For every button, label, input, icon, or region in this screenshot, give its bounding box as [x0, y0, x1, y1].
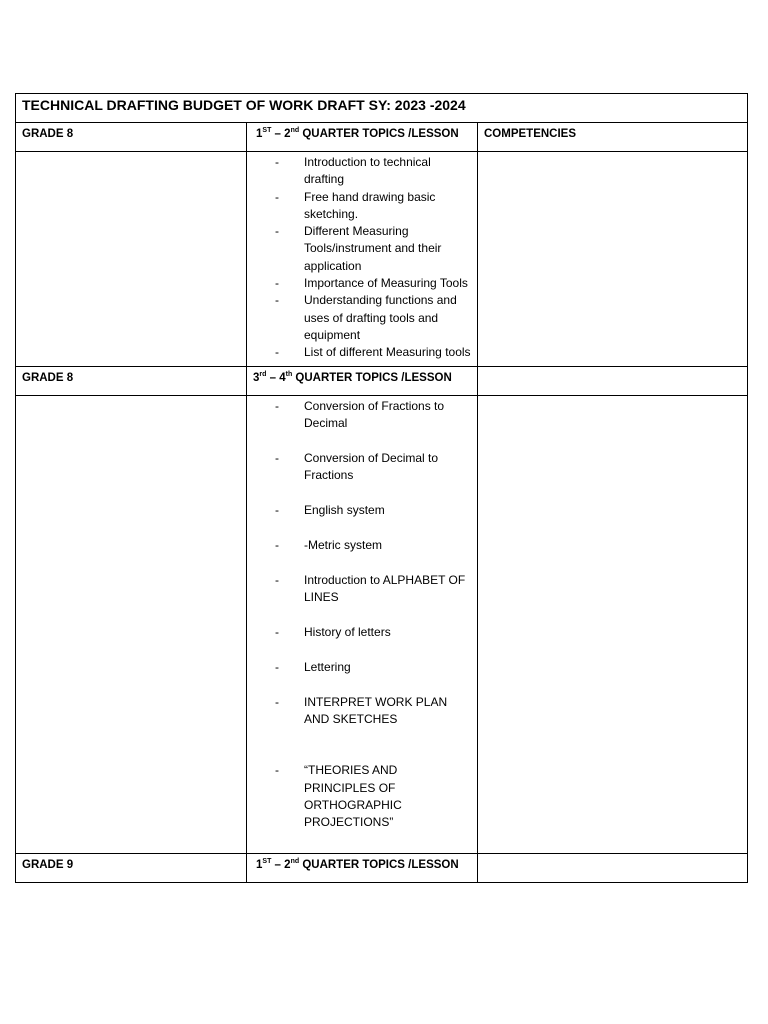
quarter-end: 2 — [284, 128, 291, 140]
topic-list — [253, 154, 471, 362]
competencies-cell — [478, 854, 748, 883]
topic-item: - Understanding functions and uses of drafting tools and equipment — [275, 292, 471, 344]
grade-cell: GRADE 8 — [16, 366, 247, 395]
quarter-separator: – — [271, 128, 285, 140]
quarter-label: QUARTER TOPICS /LESSON — [299, 128, 459, 140]
topic-item: - Introduction to ALPHABET OF LINES — [275, 572, 471, 607]
quarter-separator: – — [266, 371, 280, 384]
quarter-heading — [247, 366, 478, 395]
grade-cell: GRADE 9 — [16, 854, 247, 883]
topic-item: - INTERPRET WORK PLAN AND SKETCHES — [275, 694, 471, 729]
grade-cell: GRADE 8 — [16, 123, 247, 152]
quarter-start: 3 — [253, 371, 260, 384]
section-header-row — [16, 854, 748, 883]
section-content-row — [16, 152, 748, 367]
topics-cell — [247, 152, 478, 367]
topic-list — [253, 398, 471, 832]
topic-item: - Introduction to technical drafting — [275, 154, 471, 189]
quarter-end: 2 — [284, 859, 291, 872]
title-row — [16, 94, 748, 123]
topic-item: - Conversion of Decimal to Fractions — [275, 450, 471, 485]
quarter-label: QUARTER TOPICS /LESSON — [299, 859, 459, 872]
competencies-cell — [478, 366, 748, 395]
topic-item: - -Metric system — [275, 537, 471, 554]
quarter-heading — [247, 854, 478, 883]
section-header-row — [16, 123, 748, 152]
quarter-start-suffix: ST — [262, 127, 272, 135]
quarter-start-suffix: rd — [259, 370, 267, 378]
quarter-start: 1 — [256, 859, 263, 872]
topic-item: - Free hand drawing basic sketching. — [275, 189, 471, 224]
topic-item: - Importance of Measuring Tools — [275, 275, 471, 292]
quarter-end-suffix: nd — [290, 127, 300, 135]
topic-item: - “THEORIES AND PRINCIPLES OF ORTHOGRAPHIC PROJECTIONS” — [275, 762, 471, 831]
quarter-label: QUARTER TOPICS /LESSON — [292, 371, 452, 384]
quarter-heading — [247, 123, 478, 152]
budget-of-work-table — [15, 93, 748, 883]
section-header-row — [16, 366, 748, 395]
section-content-row — [16, 395, 748, 854]
topic-item: - Lettering — [275, 659, 471, 676]
empty-cell — [16, 152, 247, 367]
topic-item: - English system — [275, 502, 471, 519]
quarter-start: 1 — [256, 128, 263, 140]
topics-cell — [247, 395, 478, 854]
quarter-separator: – — [271, 859, 285, 872]
quarter-end-suffix: nd — [290, 858, 300, 866]
competencies-heading: COMPETENCIES — [478, 123, 748, 152]
quarter-end-suffix: th — [285, 370, 293, 378]
document-title: TECHNICAL DRAFTING BUDGET OF WORK DRAFT SY: 2023 -2024 — [16, 94, 748, 123]
quarter-start-suffix: ST — [262, 858, 272, 866]
competencies-cell — [478, 395, 748, 854]
topic-item: - Conversion of Fractions to Decimal — [275, 398, 471, 433]
empty-cell — [16, 395, 247, 854]
topic-item: - History of letters — [275, 624, 471, 641]
topic-item: - List of different Measuring tools — [275, 344, 471, 361]
competencies-cell — [478, 152, 748, 367]
topic-item: - Different Measuring Tools/instrument and their application — [275, 223, 471, 275]
quarter-end: 4 — [279, 371, 286, 384]
